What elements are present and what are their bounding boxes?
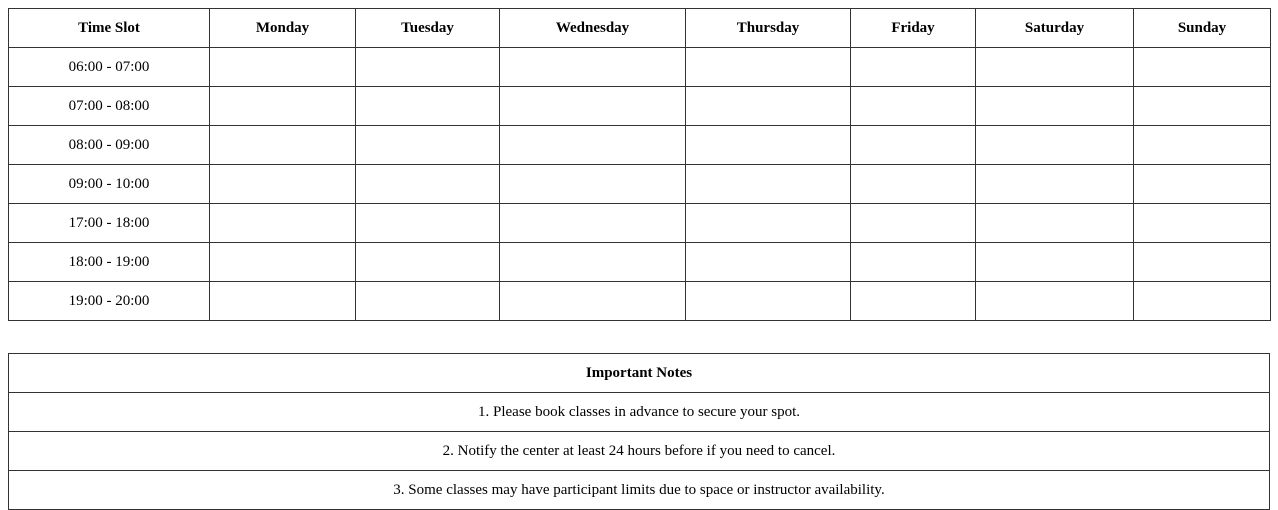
schedule-cell: [1134, 48, 1271, 87]
schedule-cell: [356, 126, 500, 165]
notes-header-row: [9, 354, 1270, 393]
schedule-cell: [851, 243, 976, 282]
schedule-cell: [356, 48, 500, 87]
schedule-cell: [500, 48, 686, 87]
schedule-cell: [356, 165, 500, 204]
notes-table: [8, 353, 1270, 510]
schedule-cell: [976, 282, 1134, 321]
schedule-cell: [1134, 126, 1271, 165]
header-thursday: Thursday: [686, 9, 851, 48]
header-monday: Monday: [210, 9, 356, 48]
schedule-cell: [500, 282, 686, 321]
header-sunday: Sunday: [1134, 9, 1271, 48]
schedule-cell: [851, 282, 976, 321]
schedule-cell: [356, 204, 500, 243]
schedule-cell: [210, 87, 356, 126]
table-row: [9, 48, 1271, 87]
schedule-cell: [686, 204, 851, 243]
schedule-cell: [210, 243, 356, 282]
time-slot-cell: 19:00 - 20:00: [9, 282, 210, 321]
table-row: [9, 243, 1271, 282]
schedule-cell: [356, 243, 500, 282]
schedule-cell: [851, 165, 976, 204]
list-item: [9, 393, 1270, 432]
schedule-cell: [976, 204, 1134, 243]
schedule-cell: [686, 282, 851, 321]
schedule-cell: [851, 48, 976, 87]
schedule-cell: [686, 243, 851, 282]
schedule-cell: [686, 87, 851, 126]
schedule-cell: [356, 282, 500, 321]
header-friday: Friday: [851, 9, 976, 48]
schedule-cell: [210, 165, 356, 204]
schedule-cell: [1134, 243, 1271, 282]
schedule-cell: [500, 126, 686, 165]
schedule-cell: [356, 87, 500, 126]
table-row: [9, 165, 1271, 204]
time-slot-cell: 07:00 - 08:00: [9, 87, 210, 126]
schedule-cell: [1134, 204, 1271, 243]
schedule-cell: [210, 204, 356, 243]
list-item: [9, 432, 1270, 471]
schedule-cell: [500, 165, 686, 204]
schedule-header-row: [9, 9, 1271, 48]
schedule-cell: [1134, 165, 1271, 204]
time-slot-cell: 06:00 - 07:00: [9, 48, 210, 87]
list-item: [9, 471, 1270, 510]
note-item: 2. Notify the center at least 24 hours before if you need to cancel.: [9, 432, 1270, 471]
schedule-cell: [500, 204, 686, 243]
header-tuesday: Tuesday: [356, 9, 500, 48]
header-wednesday: Wednesday: [500, 9, 686, 48]
schedule-cell: [976, 87, 1134, 126]
notes-title: Important Notes: [9, 354, 1270, 393]
schedule-cell: [851, 87, 976, 126]
schedule-cell: [686, 165, 851, 204]
table-row: [9, 282, 1271, 321]
schedule-cell: [976, 126, 1134, 165]
time-slot-cell: 09:00 - 10:00: [9, 165, 210, 204]
schedule-cell: [976, 243, 1134, 282]
header-saturday: Saturday: [976, 9, 1134, 48]
schedule-cell: [1134, 87, 1271, 126]
time-slot-cell: 18:00 - 19:00: [9, 243, 210, 282]
header-time-slot: Time Slot: [9, 9, 210, 48]
note-item: 1. Please book classes in advance to secure your spot.: [9, 393, 1270, 432]
time-slot-cell: 08:00 - 09:00: [9, 126, 210, 165]
table-row: [9, 126, 1271, 165]
table-row: [9, 87, 1271, 126]
schedule-cell: [210, 282, 356, 321]
schedule-cell: [851, 204, 976, 243]
note-item: 3. Some classes may have participant limits due to space or instructor availability.: [9, 471, 1270, 510]
schedule-cell: [1134, 282, 1271, 321]
schedule-cell: [686, 48, 851, 87]
schedule-cell: [686, 126, 851, 165]
schedule-cell: [500, 243, 686, 282]
schedule-cell: [210, 48, 356, 87]
time-slot-cell: 17:00 - 18:00: [9, 204, 210, 243]
schedule-cell: [976, 165, 1134, 204]
schedule-table: [8, 8, 1271, 321]
schedule-cell: [851, 126, 976, 165]
schedule-cell: [976, 48, 1134, 87]
schedule-cell: [500, 87, 686, 126]
table-row: [9, 204, 1271, 243]
schedule-cell: [210, 126, 356, 165]
